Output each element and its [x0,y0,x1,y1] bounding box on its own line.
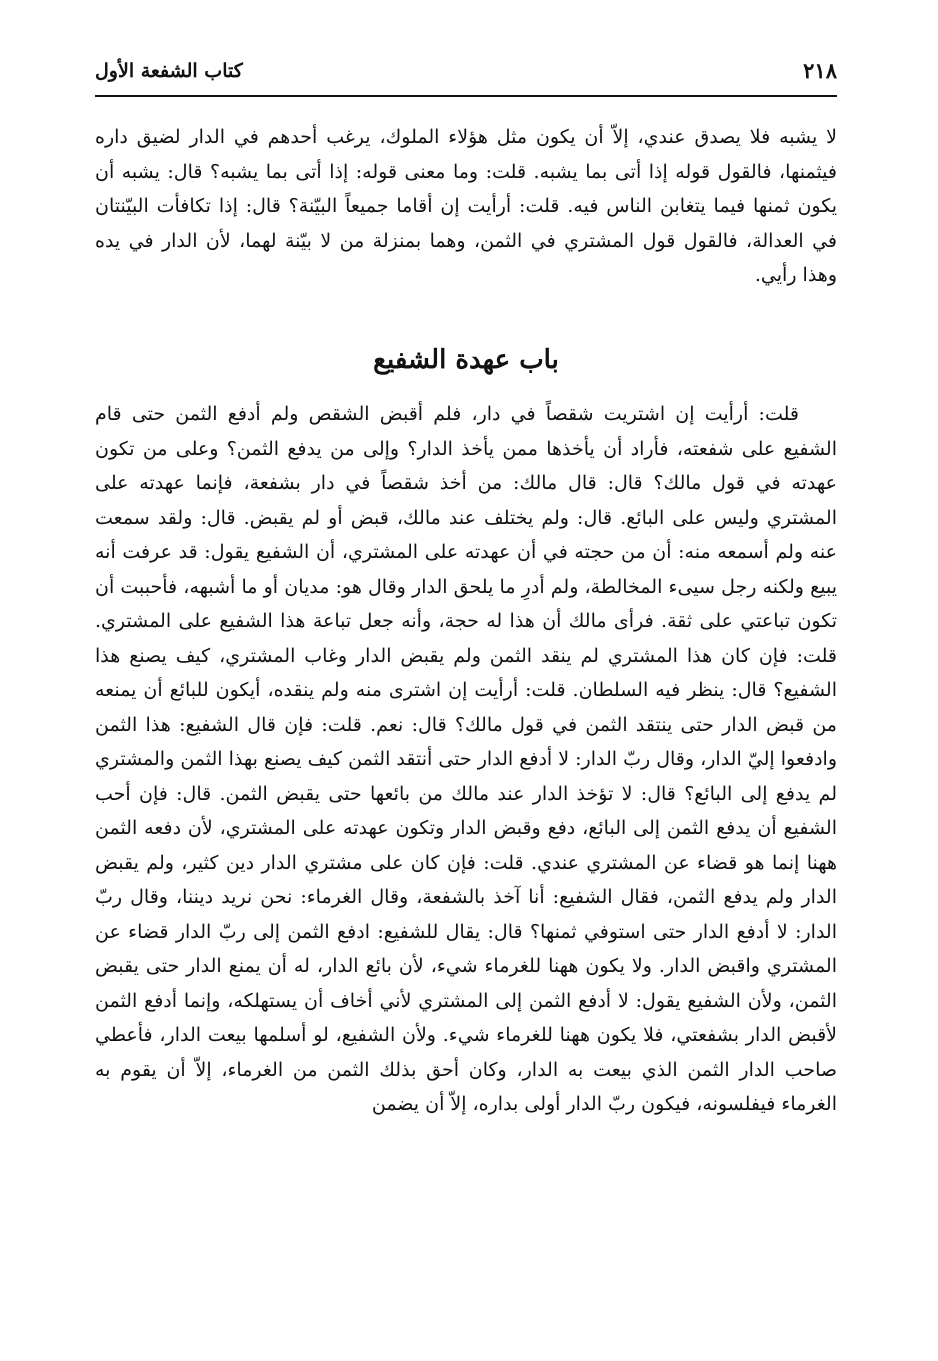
paragraph-text: لا يشبه فلا يصدق عندي، إلاّ أن يكون مثل هؤلاء الملوك، يرغب أحدهم في الدار لضيق داره فيثمنها، فالقول قوله إذا أتى بما يشبه. قلت: وما معنى قوله: إذا أتى بما يشبه؟ قال: يشبه أن يكون ثمنها فيما يتغابن الناس فيه. قلت: أرأيت إن أقاما جميعاً البيّنة؟ قال: إذا تكافأت البيّنتان في العدالة، فالقول قول المشتري في الثمن، وهما بمنزلة من لا بيّنة لهما، لأن الدار في يده وهذا رأيي. [95,126,837,286]
paragraph-main [95,397,837,1122]
page-number: ٢١٨ [803,58,837,83]
header-divider [95,95,837,97]
paragraph-text: قلت: أرأيت إن اشتريت شقصاً في دار، فلم أقبض الشقص ولم أدفع الثمن حتى قام الشفيع على شفعته، فأراد أن يأخذها ممن يأخذ الدار؟ وإلى من يدفع الثمن؟ وعلى من تكون عهدته في قول مالك؟ قال: قال مالك: من أخذ شقصاً في دار بشفعة، فإنما عهدته على المشتري وليس على البائع. قال: ولم يختلف عند مالك، قبض أو لم يقبض. قال: ولقد سمعت عنه ولم أسمعه منه: أن من حجته في أن عهدته على المشتري، أن الشفيع يقول: قد عرفت أنه يبيع ولكنه رجل سيىء المخالطة، ولم أدرِ ما يلحق الدار وقال هو: مديان أو ما أشبهه، فأحببت أن تكون تباعتي على ثقة. فرأى مالك أن هذا له حجة، وأنه جعل تباعة هذا الشفيع على المشتري. قلت: فإن كان هذا المشتري لم ينقد الثمن ولم يقبض الدار وغاب المشتري، كيف يصنع هذا الشفيع؟ قال: ينظر فيه السلطان. قلت: أرأيت إن اشترى منه ولم ينقده، أيكون للبائع أن يمنعه من قبض الدار حتى ينتقد الثمن في قول مالك؟ قال: نعم. قلت: فإن قال الشفيع: هذا الثمن وادفعوا إليّ الدار، وقال ربّ الدار: لا أدفع الدار حتى أنتقد الثمن كيف يصنع بهذا الثمن والمشتري لم يدفع إلى البائع؟ قال: لا تؤخذ الدار عند مالك من بائعها حتى يقبض الثمن. قال: فإن أحب الشفيع أن يدفع الثمن إلى البائع، دفع وقبض الدار وتكون عهدته على المشتري، لأن دفعه الثمن ههنا إنما هو قضاء عن المشتري عندي. قلت: فإن كان على مشتري الدار دين كثير، ولم يقبض الدار ولم يدفع الثمن، فقال الشفيع: أنا آخذ بالشفعة، وقال الغرماء: نحن نريد ديننا، وقال ربّ الدار: لا أدفع الدار حتى استوفي ثمنها؟ قال: يقال للشفيع: ادفع الثمن إلى ربّ الدار قضاء عن المشتري واقبض الدار. ولا يكون ههنا للغرماء شيء، لأن بائع الدار، له أن يمنع الدار حتى يقبض الثمن، ولأن الشفيع يقول: لا أدفع الثمن إلى المشتري لأني أخاف أن يستهلكه، وإنما أدفع الثمن لأقبض الدار بشفعتي، فلا يكون ههنا للغرماء شيء. ولأن الشفيع، لو أسلمها بيعت الدار، فأعطي صاحب الدار الثمن الذي بيعت به الدار، وكان أحق بذلك الثمن من الغرماء، إلاّ أن يقوم به الغرماء فيفلسونه، فيكون ربّ الدار أولى بداره، إلاّ أن يضمن [95,403,837,1115]
section-heading: باب عهدة الشفيع [373,345,559,375]
page-header [95,56,837,94]
running-title: كتاب الشفعة الأول [95,60,243,82]
paragraph-continuation [95,120,837,293]
